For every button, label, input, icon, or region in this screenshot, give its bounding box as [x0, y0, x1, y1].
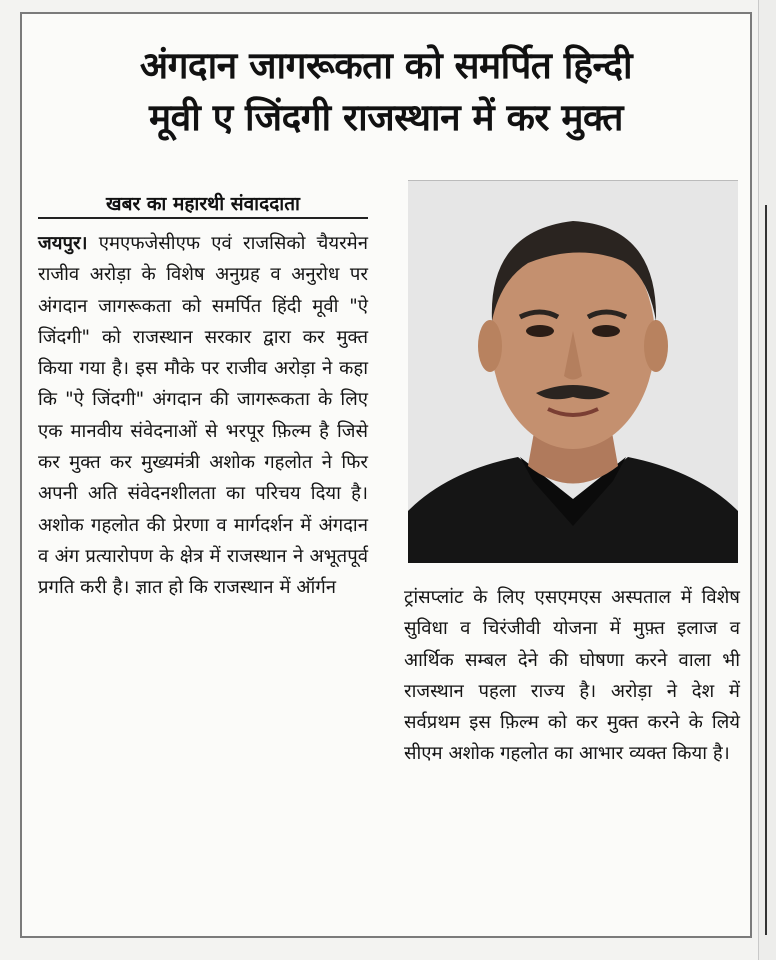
article-body-right-column: ट्रांसप्लांट के लिए एसएमएस अस्पताल में विशेष सुविधा व चिरंजीवी योजना में मुफ़्त इलाज व आर्थिक सम्बल देने की घोषणा करने वाला भी राजस्थान पहला राज्य है। अरोड़ा ने देश में सर्वप्रथम इस फ़िल्म को कर मुक्त करने के लिये सीएम अशोक गहलोत का आभार व्यक्त किया है।: [404, 587, 740, 765]
adjacent-column-rule: [765, 205, 767, 935]
byline: खबर का महारथी संवाददाता: [38, 190, 368, 219]
body-text-left: एमएफजेसीएफ एवं राजसिको चैयरमेन राजीव अरोड़ा के विशेष अनुग्रह व अनुरोध पर अंगदान जागरूकता को समर्पित हिंदी मूवी "ऐ जिंदगी" को राजस्थान सरकार द्वारा कर मुक्त किया गया है। इस मौके पर राजीव अरोड़ा ने कहा कि "ऐ जिंदगी" अंगदान की जागरूकता के लिए एक मानवीय संवेदनाओं से भरपूर फ़िल्म है जिसे कर मुक्त कर मुख्यमंत्री अशोक गहलोत ने फिर अपनी अति संवेदनशीलता का परिचय दिया है। अशोक गहलोत की प्रेरणा व मार्गदर्शन में अंगदान व अंग प्रत्यारोपण के क्षेत्र में राजस्थान ने अभूतपूर्व प्रगति करी है। ज्ञात हो कि राजस्थान में ऑर्गन: [38, 233, 368, 599]
headline-line-2: मूवी ए जिंदगी राजस्थान में कर मुक्त: [149, 96, 623, 139]
adjacent-page-edge: [758, 0, 776, 960]
dateline: जयपुर।: [38, 233, 88, 254]
article-body-left-column: [38, 228, 368, 604]
headline: [32, 40, 740, 144]
news-clipping: [20, 12, 752, 938]
portrait-photo: [408, 180, 738, 563]
portrait-illustration: [408, 181, 738, 563]
headline-line-1: अंगदान जागरूकता को समर्पित हिन्दी: [139, 44, 633, 87]
